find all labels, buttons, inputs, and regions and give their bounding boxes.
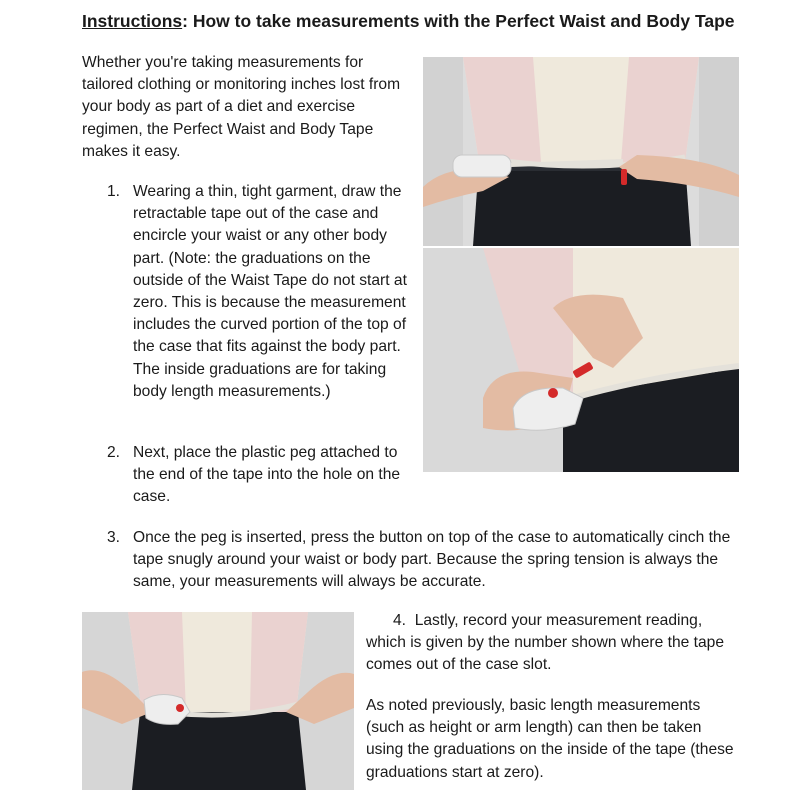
title-underlined: Instructions — [82, 11, 183, 31]
page-title — [82, 11, 735, 32]
step-number: 3. — [107, 529, 121, 546]
closing-note: As noted previously, basic length measurements (such as height or arm length) can then be taken using the graduations on the inside of the tape (these graduations start at zero). — [366, 697, 734, 781]
step-text: Wearing a thin, tight garment, draw the retractable tape out of the case and encircle your waist or any other body part. (Note: the graduations on the outside of the Waist Tape do not start at zero. This is because the measurement includes the curved portion of the top of the case that fits against the body part. The inside graduations are for taking body length measurements.) — [133, 183, 407, 400]
photo-cinched-tape — [82, 612, 354, 790]
step-number: 4. — [393, 612, 407, 629]
step-number: 2. — [107, 444, 121, 461]
step-text: Lastly, record your measurement reading, which is given by the number shown where the tape comes out of the case slot. — [366, 612, 724, 674]
photo-drawing-tape — [423, 57, 739, 246]
list-item — [366, 610, 746, 677]
intro-paragraph: Whether you're taking measurements for tailored clothing or monitoring inches lost from your body as part of a diet and exercise regimen, the Perfect Waist and Body Tape makes it easy. — [82, 54, 401, 160]
step-text: Next, place the plastic peg attached to the end of the tape into the hole on the case. — [133, 444, 401, 506]
step-text: Once the peg is inserted, press the button on top of the case to automatically cinch the tape snugly around your waist or body part. Because the spring tension is always the same, your measurements will always be accurate. — [133, 529, 731, 591]
title-rest: : How to take measurements with the Perfect Waist and Body Tape — [182, 11, 735, 31]
photo-inserting-peg — [423, 248, 739, 472]
step-number: 1. — [107, 183, 121, 200]
